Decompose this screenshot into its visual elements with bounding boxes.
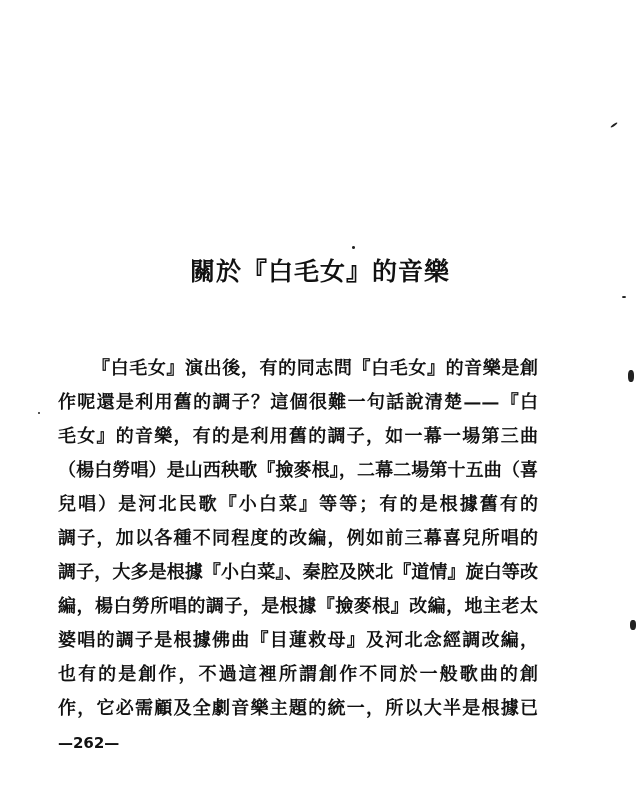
scan-speck	[352, 246, 355, 249]
text-line: 調子，加以各種不同程度的改編，例如前三幕喜兒所唱的	[58, 528, 538, 549]
text-line: 編，楊白勞所唱的調子，是根據『撿麥根』改編，地主老太	[58, 596, 538, 617]
text-line: 作，它必需顧及全劇音樂主題的統一，所以大半是根據已	[58, 698, 538, 719]
scan-speck	[622, 296, 626, 298]
page-number: —262—	[58, 734, 120, 752]
text-line: 毛女』的音樂，有的是利用舊的調子，如一幕一場第三曲	[58, 426, 538, 447]
body-paragraph	[58, 352, 538, 726]
text-line: 也有的是創作，不過這裡所謂創作不同於一般歌曲的創	[58, 664, 538, 685]
scan-speck	[630, 620, 636, 630]
scan-speck	[38, 412, 40, 414]
chapter-title: 關於『白毛女』的音樂	[189, 257, 450, 286]
text-line: 作呢還是利用舊的調子？這個很難一句話說清楚——『白	[58, 392, 538, 413]
scan-speck	[628, 370, 634, 382]
text-line: （楊白勞唱）是山西秧歌『撿麥根』，二幕二場第十五曲（喜	[58, 460, 538, 481]
text-line: 兒唱）是河北民歌『小白菜』等等；有的是根據舊有的	[58, 494, 538, 515]
scan-speck	[610, 122, 618, 128]
text-line: 婆唱的調子是根據佛曲『目蓮救母』及河北念經調改編，	[58, 630, 538, 651]
text-line: 『白毛女』演出後，有的同志問『白毛女』的音樂是創	[92, 358, 538, 379]
text-line: 調子，大多是根據『小白菜』、秦腔及陝北『道情』旋白等改	[58, 562, 538, 583]
